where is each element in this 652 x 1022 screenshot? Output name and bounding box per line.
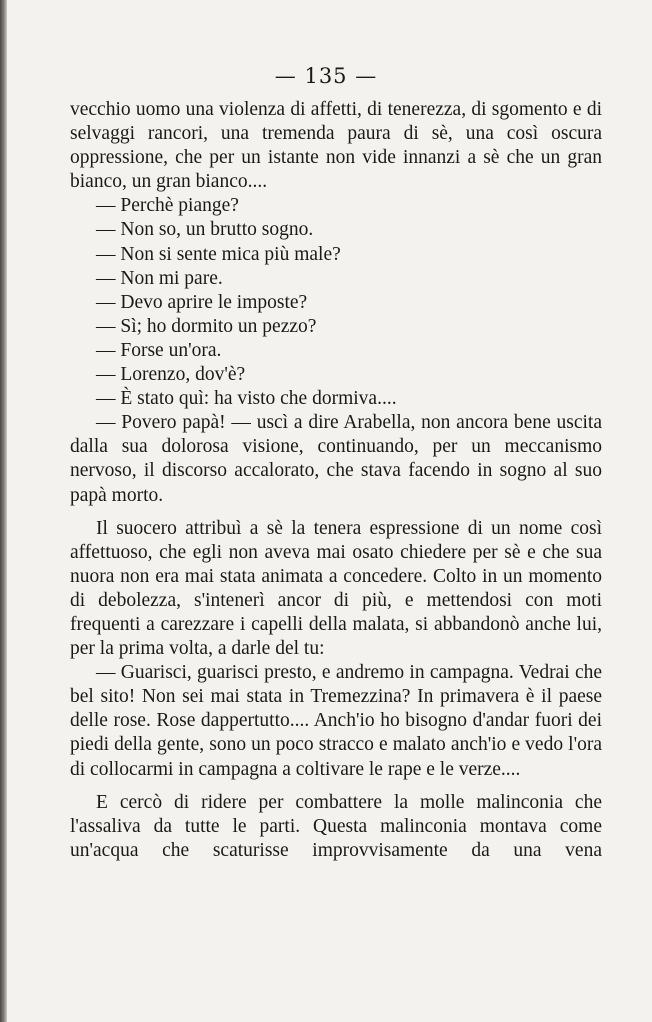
- page-body-text: [70, 98, 602, 863]
- dialogue-line: — Non so, un brutto sogno.: [96, 219, 314, 241]
- dialogue-line: — Forse un'ora.: [96, 339, 222, 361]
- page-number: — 135 —: [274, 64, 378, 88]
- paragraph-suocero: Il suocero attribuì a sè la tenera espressione di un nome così affettuoso, che egli non aveva mai osato chiedere per sè e che sua nuora non era mai stata animata a concedere. Colto in un momento di debolezza, s'intenerì ancor di più, e mettendosi con moti frequenti a carezzare i capelli della malata, si abbandonò anche lui, per la prima volta, a darle del tu:: [70, 517, 602, 660]
- page-binding-edge: [0, 0, 7, 1022]
- dialogue-line: — Devo aprire le imposte?: [96, 291, 308, 313]
- dialogue-line: — Sì; ho dormito un pezzo?: [96, 315, 317, 337]
- dialogue-line: — Perchè piange?: [96, 195, 239, 217]
- dialogue-line: — È stato quì: ha visto che dormiva....: [96, 388, 397, 410]
- paragraph-povero-papa: — Povero papà! — uscì a dire Arabella, non ancora bene uscita dalla sua dolorosa visione, continuando, per un meccanismo nervoso, il discorso accalorato, che stava facendo in sogno al suo papà morto.: [70, 412, 602, 506]
- dialogue-line: — Lorenzo, dov'è?: [96, 364, 246, 386]
- paragraph-malinconia: E cercò di ridere per combattere la molle malinconia che l'assaliva da tutte le parti. Questa malinconia montava come un'acqua che scaturisse improvvisamente da una vena: [70, 791, 602, 861]
- dialogue-line: — Non mi pare.: [96, 267, 223, 289]
- paragraph-guarisci: — Guarisci, guarisci presto, e andremo in campagna. Vedrai che bel sito! Non sei mai stata in Tremezzina? In primavera è il paese delle rose. Rose dappertutto.... Anch'io ho bisogno d'andar fuori dei piedi della gente, sono un poco stracco e malato anch'io e vedo l'ora di collocarmi in campagna a coltivare le rape e le verze....: [70, 662, 602, 780]
- paragraph-opening: vecchio uomo una violenza di affetti, di tenerezza, di sgomento e di selvaggi rancori, una tremenda paura di sè, una così oscura oppressione, che per un istante non vide innanzi a sè che un gran bianco, un gran bianco....: [70, 99, 602, 193]
- dialogue-line: — Non si sente mica più male?: [96, 243, 341, 265]
